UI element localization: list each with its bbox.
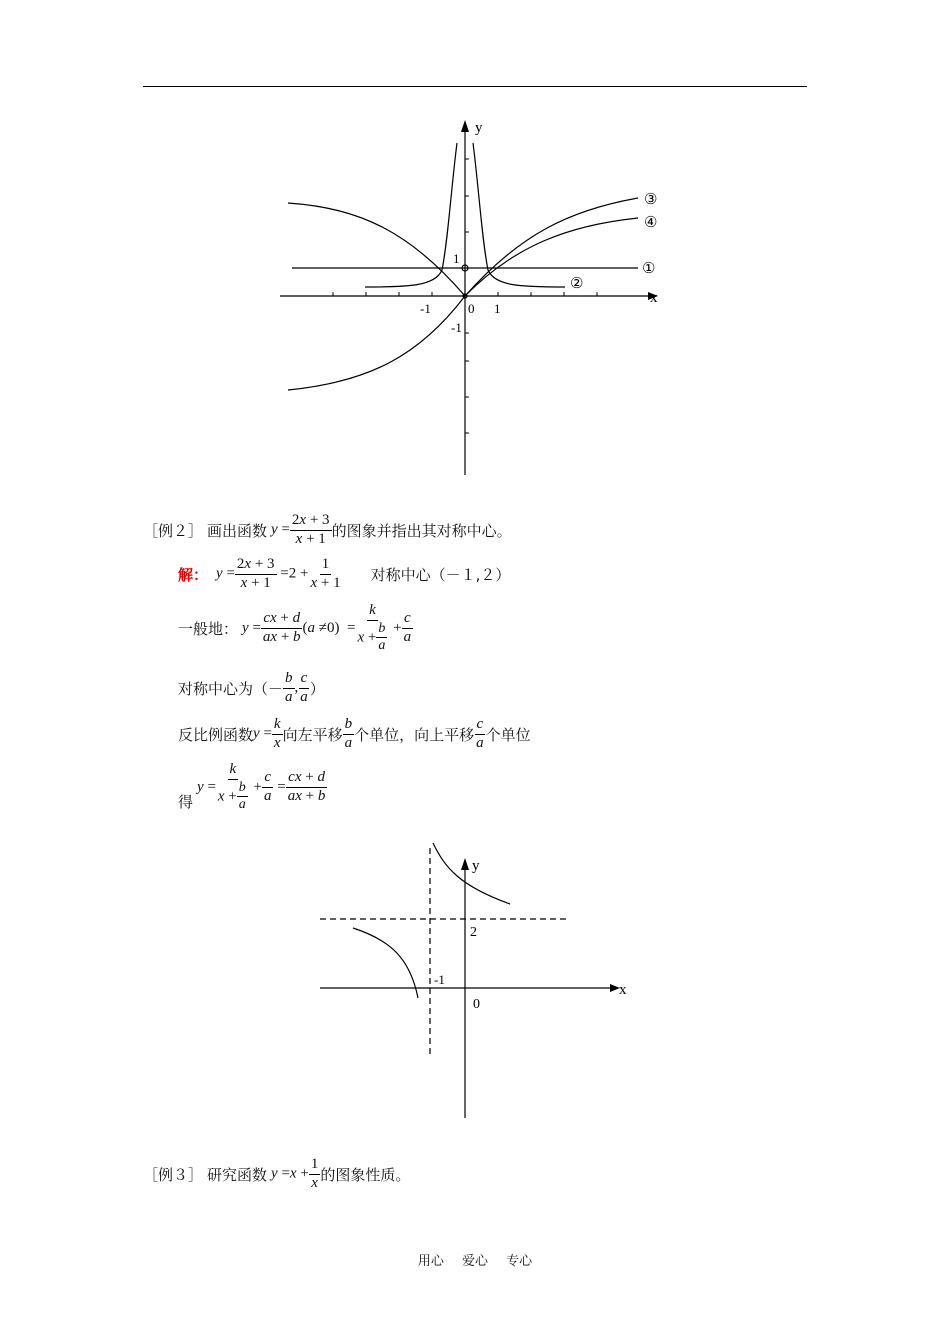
figure1-tick-neg-one-x: -1 [420,301,431,316]
translation-c-over-a: $\frac{c}{a}$ [476,716,484,751]
figure2-tick-zero: 0 [473,997,480,1012]
figure2-x-label: x [619,982,627,998]
center-general-close: ） [309,679,325,698]
figure2-y-arrow [461,858,469,870]
solution-line [178,557,510,592]
solution-label: 解： [178,565,209,584]
figure1-tick-zero: 0 [468,301,475,316]
result-label: 得 [178,793,194,812]
curve-3-label: ③ [644,192,658,208]
example-2-heading [143,513,512,548]
translation-line [178,717,531,752]
figure1-y-arrow [461,120,469,132]
solution-equation: y = $\frac{2x + 3}{x + 1}$ =2 + $\frac{1}{x + 1}$ [216,556,341,591]
curve-3-curve [288,198,638,296]
general-form-line [178,603,413,654]
curve-4-curve [288,218,638,390]
example-3-function: y =x + $\frac{1}{x}$ [271,1156,319,1191]
translation-part1: 反比例函数 [178,725,254,744]
figure1-tick-one-x: 1 [494,301,501,316]
page-footer: 用心 爱心 专心 [417,1254,533,1269]
figure1-tick-one-y: 1 [453,251,460,266]
example-3-text-after: 的图象性质。 [320,1165,411,1184]
curve-4-label: ④ [644,215,658,231]
general-equation: y = $\frac{cx + d}{ax + b}$ (a ≠0) = k x + $\frac{b}{a}$ + $\frac{c}{a}$ [242,602,412,654]
example-2-prefix: ［例２］ [143,521,204,540]
translation-inverse-function: y = $\frac{k}{x}$ [253,716,281,751]
figure2-tick-neg-one: -1 [434,972,445,987]
figure1-x-label: x [650,290,658,306]
example-3-prefix: ［例３］ [143,1165,204,1184]
translation-part2: 向左平移 [282,725,343,744]
center-general-line [178,671,325,706]
solution-center: 对称中心（－１,２） [370,565,511,584]
general-label: 一般地： [178,620,239,639]
example-3-text-before: 研究函数 [207,1165,268,1184]
curve-1-label: ① [642,261,656,277]
figure1-tick-neg-one-y: -1 [451,320,462,335]
curve-2-label: ② [570,276,584,292]
translation-part3: 个单位，向上平移 [354,725,475,744]
figure2-tick-two: 2 [470,925,477,940]
center-general-label: 对称中心为（－ [178,679,284,698]
result-line [178,762,327,813]
figure-1-graph [270,110,670,480]
figure-2-graph [310,838,640,1123]
example-2-function: y = $\frac{2x + 3}{x + 1}$ [271,512,330,547]
example-2-text-before: 画出函数 [207,521,268,540]
result-equation: y = k x + $\frac{b}{a}$ + $\frac{c}{a}$ = $\frac{cx + d}{ax + b}$ [197,761,326,813]
example-2-text-after: 的图象并指出其对称中心。 [331,521,512,540]
figure1-y-label: y [475,120,483,136]
translation-b-over-a: $\frac{b}{a}$ [344,716,353,751]
example-3-heading [143,1157,410,1192]
header-rule [143,86,807,87]
figure2-y-label: y [472,858,480,874]
translation-part4: 个单位 [485,725,531,744]
center-general-coords: $\frac{b}{a}$ , $\frac{c}{a}$ [285,670,308,705]
